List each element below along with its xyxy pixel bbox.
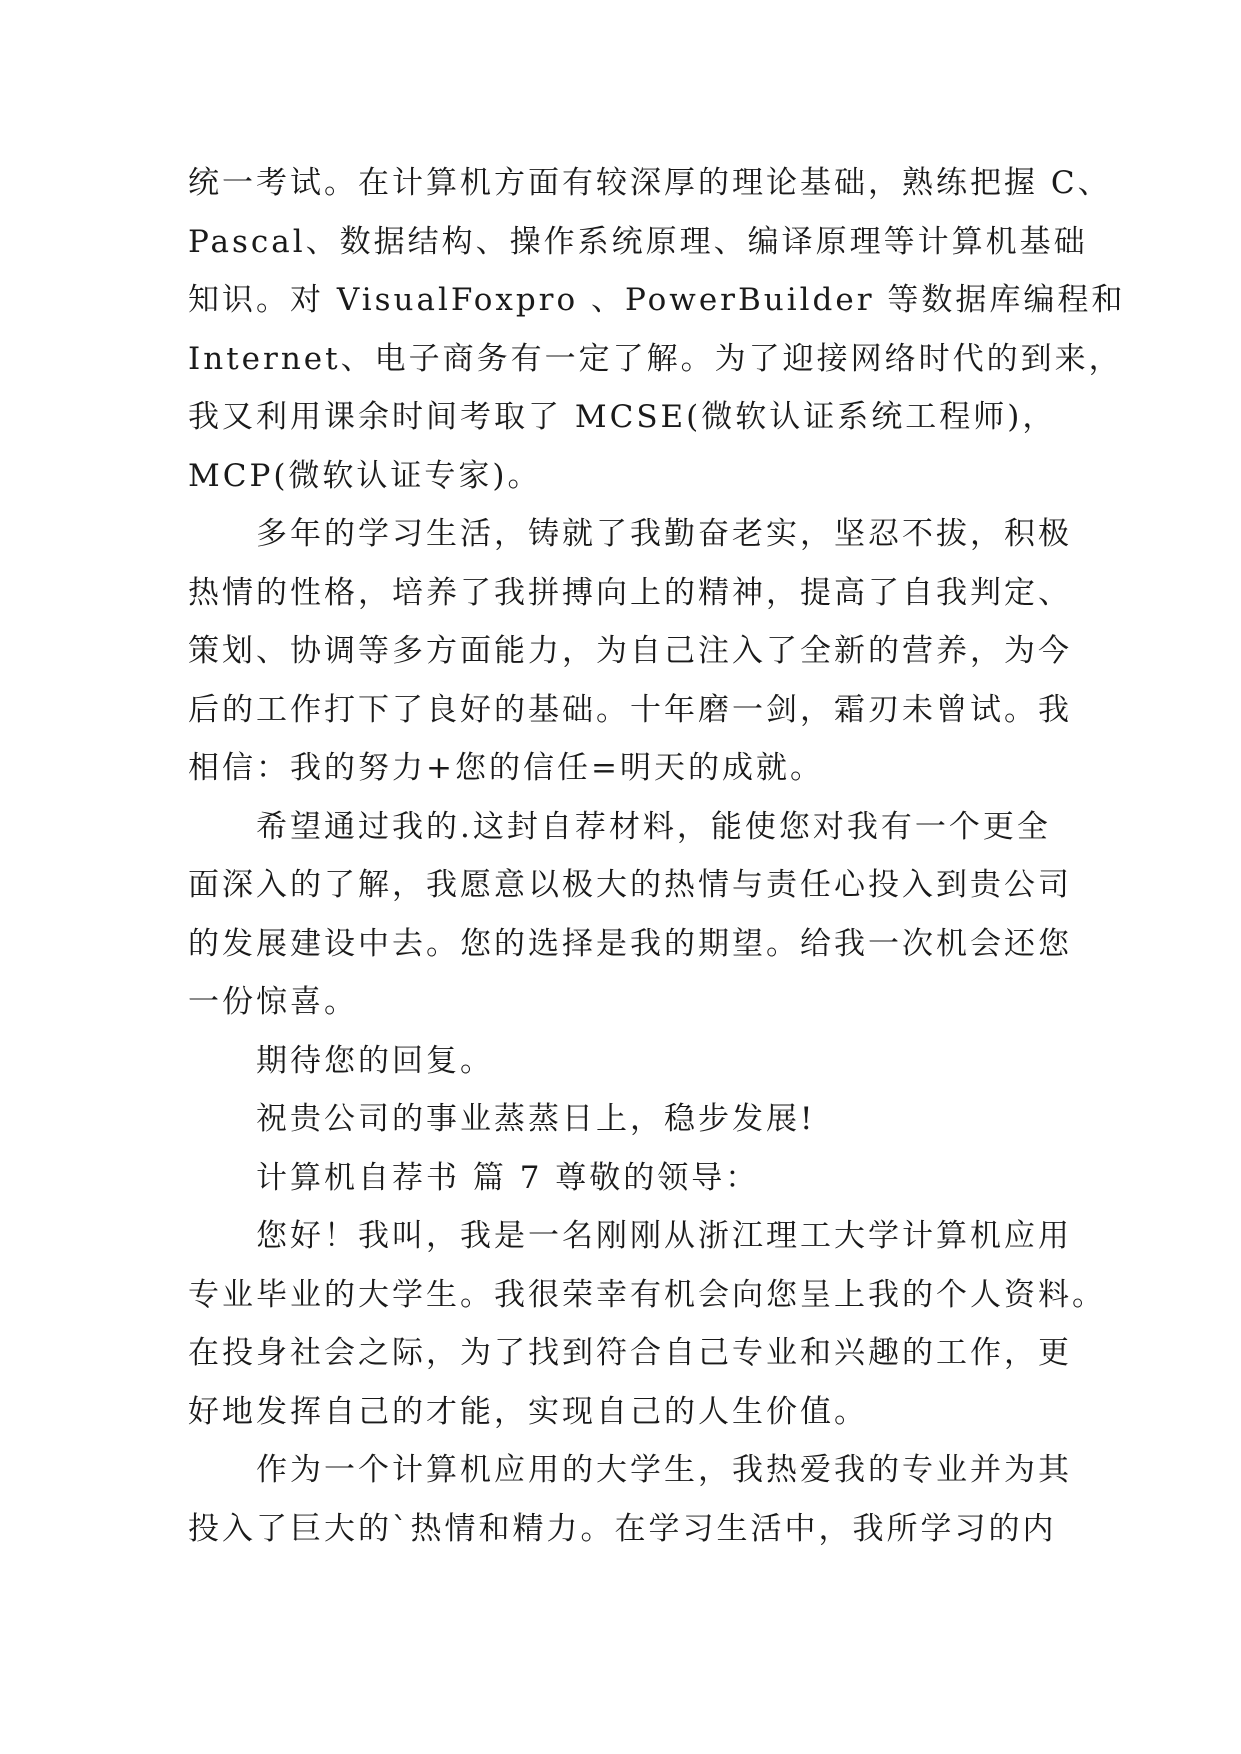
text-line: 热情的性格，培养了我拼搏向上的精神，提高了自我判定、 — [188, 574, 1072, 611]
text-line: 的发展建设中去。您的选择是我的期望。给我一次机会还您 — [188, 925, 1072, 962]
text-line: 一份惊喜。 — [188, 984, 358, 1020]
text-line: 好地发挥自己的才能，实现自己的人生价值。 — [188, 1393, 868, 1430]
text-line: 知识。对 VisualFoxpro 、PowerBuilder 等数据库编程和 — [188, 282, 1126, 318]
section-heading: 计算机自荐书 篇 7 尊敬的领导： — [256, 1159, 760, 1196]
text-line: MCP(微软认证专家)。 — [188, 457, 542, 494]
text-line: 您好！我叫，我是一名刚刚从浙江理工大学计算机应用 — [256, 1218, 1072, 1254]
text-line: Internet、电子商务有一定了解。为了迎接网络时代的到来， — [188, 340, 1123, 377]
text-line: 面深入的了解，我愿意以极大的热情与责任心投入到贵公司 — [188, 867, 1072, 903]
text-line: 相信：我的努力+您的信任=明天的成就。 — [188, 750, 824, 786]
text-line: 投入了巨大的`热情和精力。在学习生活中，我所学习的内 — [188, 1510, 1057, 1547]
text-line: 策划、协调等多方面能力，为自己注入了全新的营养，为今 — [188, 633, 1072, 669]
text-line: 多年的学习生活，铸就了我勤奋老实，坚忍不拔，积极 — [256, 516, 1072, 552]
text-line: 希望通过我的.这封自荐材料，能使您对我有一个更全 — [256, 808, 1051, 845]
text-line: 在投身社会之际，为了找到符合自己专业和兴趣的工作，更 — [188, 1335, 1072, 1371]
body-text — [188, 163, 1126, 1567]
text-line: 我又利用课余时间考取了 MCSE(微软认证系统工程师)， — [188, 399, 1057, 435]
text-line: 作为一个计算机应用的大学生，我热爱我的专业并为其 — [256, 1452, 1072, 1488]
text-line: 后的工作打下了良好的基础。十年磨一剑，霜刃未曾试。我 — [188, 691, 1072, 728]
text-line: 期待您的回复。 — [256, 1042, 494, 1079]
text-line: 统一考试。在计算机方面有较深厚的理论基础，熟练把握 C、 — [188, 165, 1112, 201]
text-line: 专业毕业的大学生。我很荣幸有机会向您呈上我的个人资料。 — [188, 1276, 1106, 1313]
text-line: 祝贵公司的事业蒸蒸日上，稳步发展! — [256, 1101, 816, 1137]
text-line: Pascal、数据结构、操作系统原理、编译原理等计算机基础 — [188, 223, 1088, 260]
